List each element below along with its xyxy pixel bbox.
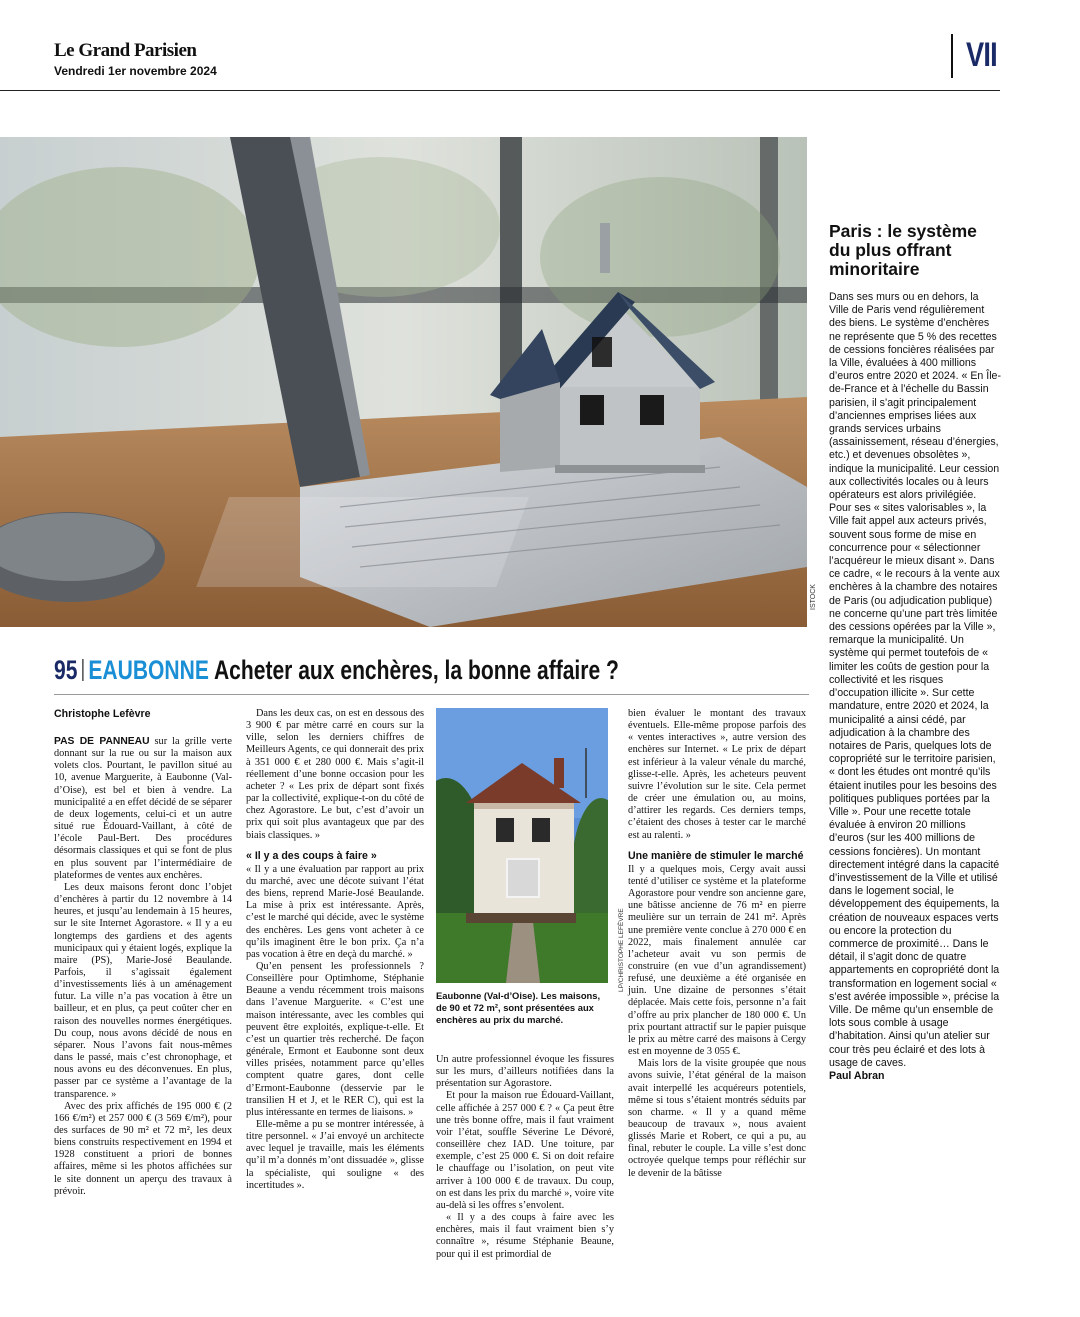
house-photo	[436, 708, 608, 983]
city-name: EAUBONNE	[88, 655, 209, 685]
article-paragraph: « Il y a des coups à faire avec les enchères, mais il faut vraiment bien s’y connaître », résume Stéphanie Beaune, pour qui il est primordial de	[436, 1212, 614, 1260]
headline	[54, 655, 619, 686]
house-photo-illustration	[436, 708, 608, 983]
article-paragraph: Il y a quelques mois, Cergy avait aussi tenté d’utiliser ce système et la plateforme Agorastore pour vendre son ancienne gare, une bâtisse ancienne de 76 m² en pierre meulière sur un terrain de 241 m². Après une première vente conclue à 270 000 € en 2022, mais finalement annulée car l’acheteur avait vu son permis de construire (en vue d’un agrandissement) refusé, une deuxième a été organisée en juin. Une dizaine de personnes s’était déplacée. Mais cette fois, personne n’a fait d’offre au prix plancher de 180 000 €. Un prix pourtant attractif sur le papier puisque le prix au mètre carré des maisons à Cergy est en moyenne de 3 055 €.	[628, 863, 806, 1058]
article-paragraph: Avec des prix affichés de 195 000 € (2 166 €/m²) et 257 000 € (3 569 €/m²), pour des surfaces de 90 m² et 72 m², les deux biens construits respectivement en 1994 et 1928 constituent a priori de bonnes affaires, même si les photos affichées sur le site donnent un aperçu des travaux à prévoir.	[54, 1100, 232, 1197]
article-paragraph: « Il y a une évaluation par rapport au prix du marché, avec une décote suivant l’état des biens, reprend Marie-José Beaulande. La mise à prix est intéressante. Après, c’est le marché qui décide, avec le système des enchères. Les gens vont acheter à ce qu’ils imaginent être le bon prix. Ça n’a pas vocation à être en deçà du marché. »	[246, 863, 424, 960]
article-paragraph: Les deux maisons feront donc l’objet d’enchères à partir du 12 novembre à 14 heures, et jusqu’au lendemain à 15 heures, sur le site Internet Agorastore. « Il y a eu longtemps des gardiens et des agents municipaux qui y étaient logés, explique la maire (PS), Marie-José Beaulande. Parfois, il s’agissait également d’investissements liés à un aménagement futur. La ville n’a pas vocation à être un bailleur, et en plus, ça peut coûter cher en raison des nouvelles normes énergétiques. Du coup, nous avons décidé de nous en séparer. Nous l’avons fait nous-mêmes dans le passé, mais c’est chronophage, et nous avons eu des déconvenues. En plus, passer par ce système a l’avantage de la transparence. »	[54, 881, 232, 1100]
intertitle: Une manière de stimuler le marché	[628, 849, 804, 862]
article-paragraph: Dans les deux cas, on est en dessous des 3 900 € par mètre carré en cours sur la ville, selon les derniers chiffres de Meilleurs Agents, ce qui donnerait des prix à 351 000 € et 280 000 €. Mais s’agit-il réellement d’une bonne occasion pour les acheter ? « Les prix de départ sont fixés par la collectivité, explique-t-on du côté de chez Agorastore. Le but, c’est d’avoir un prix qui soit plus avantageux que par des biais classiques. »	[246, 708, 424, 841]
article-paragraph: Elle-même a pu se montrer intéressée, à titre personnel. « J’ai envoyé un architecte avec lequel je travaille, mais les éléments qu’il m’a donnés m’ont dissuadée », glisse la spécialiste, qui souligne « des incertitudes ».	[246, 1119, 424, 1191]
byline: Christophe Lefèvre	[54, 708, 151, 720]
article-paragraph: bien évaluer le montant des travaux éventuels. Elle-même propose parfois des « ventes interactives », autre version des enchères sur Internet. « Le prix de départ est inférieur à la valeur vénale du marché, glisse-t-elle. Après, les acheteurs peuvent suivre l’évolution sur le site. Cela permet de créer une émulation ou, au moins, d’attirer les regards. Ces derniers temps, c’étaient des choses à tester car le marché est au ralenti. »	[628, 708, 806, 841]
article-lead: PAS DE PANNEAU	[54, 736, 150, 747]
article-column-3	[436, 1054, 614, 1261]
photo-credit: LP/CHRISTOPHE LEFÈVRE	[618, 908, 625, 992]
sidebar-body: Dans ses murs ou en dehors, la Ville de Paris vend régulièrement des biens. Le système d’enchères ne représente que 5 % des recettes de cessions foncières réalisées par la Ville, évaluées à 400 millions d’euros entre 2020 et 2024. « En Île-de-France et à l’échelle du Bassin parisien, il s’agit principalement d’anciennes emprises liées aux grands services urbains (assainissement, réseau d’énergies, etc.) et devenues obsolètes », indique la municipalité. Leur cession aux collectivités locales ou à leurs opérateurs est alors privilégiée. Pour ses « sites valorisables », la Ville fait appel aux acteurs privés, souvent sous forme de mise en concurrence pour « sélectionner l’acquéreur le mieux disant ». Dans ce cadre, « le recours à la vente aux enchères à la chambre des notaires de Paris (ou adjudication publique) ne concerne qu’une part très limitée des cessions opérées par la Ville », remarque la municipalité. Un système qui permet toutefois de « limiter les coûts de gestion pour la collectivité et les risques d’occupation illicite ». Sur cette mandature, entre 2020 et 2024, la municipalité a ainsi cédé, par adjudication à la chambre des notaires de Paris, quelques lots de copropriété sur le territoire parisien, « dont les études ont montré qu’ils étaient inutiles pour les besoins des politiques publiques portées par la Ville ». Pour une recette totale évaluée à environ 20 millions d’euros (sur les 400 millions de cessions foncières). Un montant directement intégré dans la capacité d’investissement de la Ville et utilisé dans le logement social, le développement des équipements, la création de nouveaux espaces verts ou encore la protection du commerce de proximité… Dans le détail, il s’agit donc de quatre appartements en copropriété dont la transformation en logement social « s’est avérée impossible », précise la Ville. De même qu’un ensemble de lots sous comble à usage d’habitation. Ainsi qu’un atelier sur cour très peu éclairé et des lots à usage de caves.	[829, 291, 1001, 1069]
article-column-2	[246, 708, 424, 1192]
article-column-4	[628, 708, 806, 1180]
hero-image	[0, 137, 807, 627]
hero-image-credit: ISTOCK	[810, 584, 817, 610]
sidebar-box	[829, 222, 1001, 1082]
publication-date: Vendredi 1er novembre 2024	[54, 64, 217, 78]
sidebar-title: Paris : le système du plus offrant minoritaire	[829, 221, 977, 279]
article-paragraph: Qu’en pensent les professionnels ? Conseillère pour Optimhome, Stéphanie Beaune a vendu récemment trois maisons dans l’avenue Marguerite. « C’est une maison intéressante, avec les combles qui peuvent être exploités, explique-t-elle. Et c’est un quartier très recherché. De façon générale, Ermont et Eaubonne sont deux villes prisées, notamment parce qu’elles comptent quatre gares, dont celle d’Ermont-Eaubonne (desservie par le transilien H et J, et le RER C), qui est la plus intéressante en termes de liaisons. »	[246, 960, 424, 1118]
headline-divider	[82, 659, 84, 681]
page-number-divider	[951, 34, 953, 78]
article-column-1	[54, 736, 232, 1198]
header-rule	[0, 90, 1000, 91]
hero-illustration	[0, 137, 807, 627]
department-number: 95	[54, 655, 78, 685]
headline-title: Acheter aux enchères, la bonne affaire ?	[213, 655, 619, 685]
article-paragraph: Mais lors de la visite groupée que nous avons suivie, l’état général de la maison avait interpellé les acquéreurs potentiels, même si tous s’étaient montrés séduits par son charme. « Il y a quand même beaucoup de travaux », nous avaient glissés Marie et Robert, ce qui a pu, au final, rebuter le couple. La ville s’est donc octroyée quelque temps pour réfléchir sur le devenir de la bâtisse	[628, 1058, 806, 1179]
masthead: Le Grand Parisien	[54, 40, 197, 61]
intertitle: « Il y a des coups à faire »	[246, 849, 377, 862]
headline-rule	[54, 694, 809, 695]
photo-caption: Eaubonne (Val-d’Oise). Les maisons, de 90 et 72 m², sont présentées aux enchères au prix du marché.	[436, 990, 601, 1025]
article-paragraph: Et pour la maison rue Édouard-Vaillant, celle affichée à 257 000 € ? « Ça peut être une très bonne offre, mais il faut vraiment voir l’état, souffle Séverine Le Dévoré, conseillère chez IAD. Une toiture, par exemple, c’est 25 000 €. Si on doit refaire le chauffage ou l’isolation, on peut vite arriver à 100 000 € de travaux. Du coup, on est dans les prix du marché », voire vite au-delà si les offres s’envolent.	[436, 1090, 614, 1211]
sidebar-author: Paul Abran	[829, 1069, 885, 1082]
article-paragraph: sur la grille verte donnant sur la rue ou sur la maison aux volets clos. Pourtant, le pavillon situé au 10, avenue Marguerite, à Eaubonne (Val-d’Oise), est bel et bien à vendre. La municipalité a en effet décidé de se séparer de deux logements, celui-ci et un autre situé rue Édouard-Vaillant, à côté de l’école Paul-Bert. Des procédures désormais classiques et qui se font de plus en plus souvent par l’intermédiaire de plateformes de ventes aux enchères.	[54, 736, 232, 881]
page-number: VII	[966, 36, 997, 74]
article-paragraph: Un autre professionnel évoque les fissures sur les murs, d’ailleurs notifiées dans la présentation sur Agorastore.	[436, 1054, 614, 1090]
